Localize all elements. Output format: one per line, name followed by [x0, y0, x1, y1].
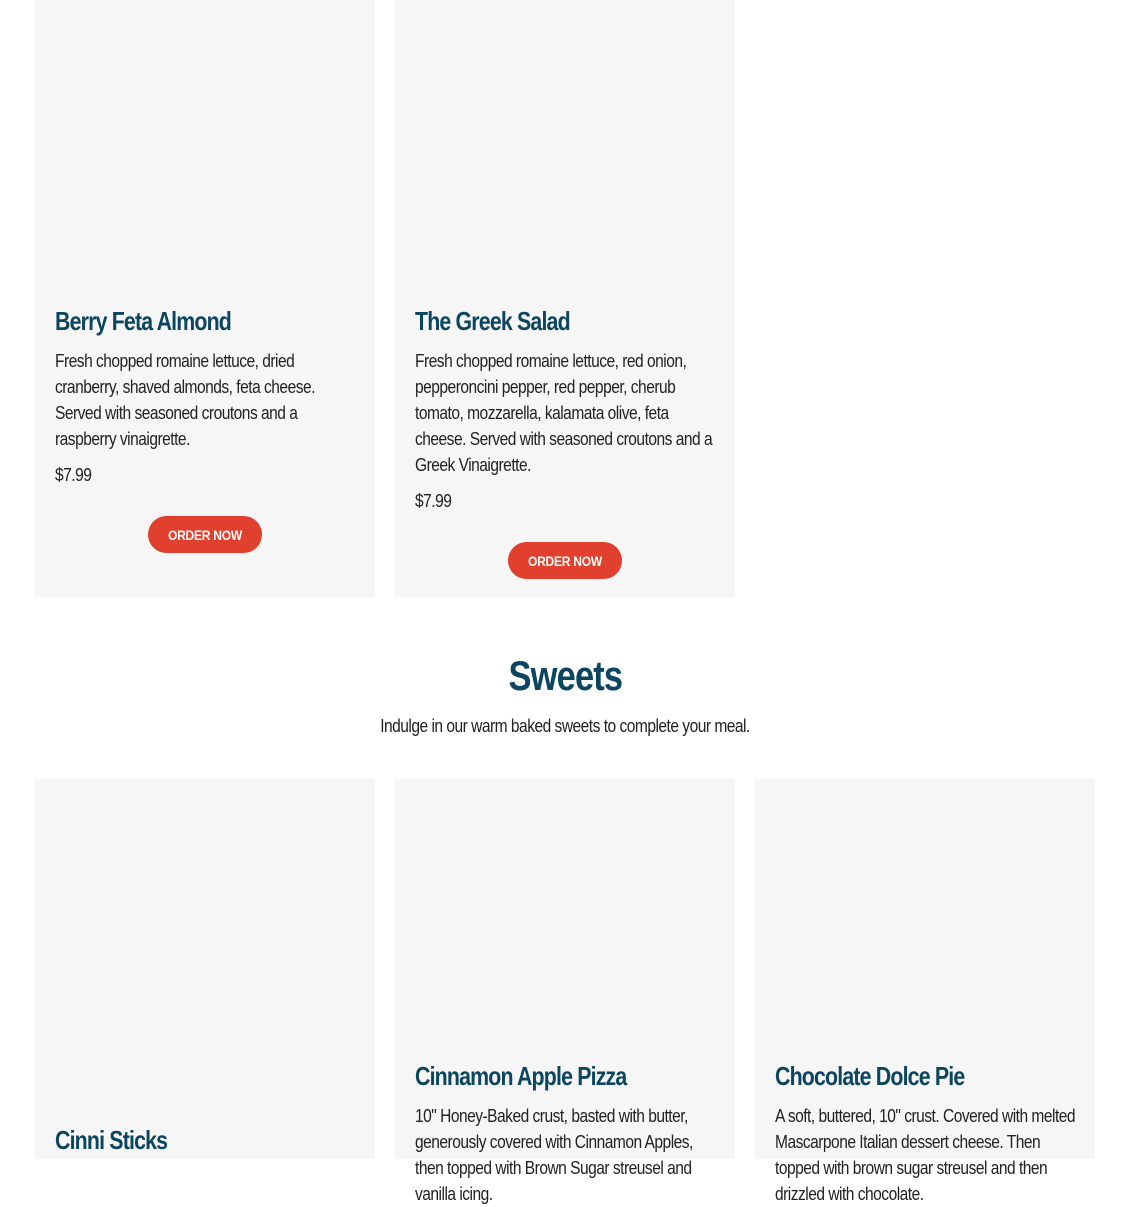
- menu-item-description: 10" Honey-Baked crust, basted with butter, generously covered with Cinnamon Apples, then topped with Brown Sugar streusel and vanilla icing.: [415, 1105, 693, 1204]
- section-subtitle: Indulge in our warm baked sweets to complete your meal.: [380, 715, 750, 736]
- order-now-button[interactable]: [148, 516, 262, 553]
- menu-item-image: [35, 779, 375, 1119]
- menu-card-greek-salad: [395, 0, 735, 597]
- menu-item-image: [395, 0, 735, 290]
- menu-item-description: A soft, buttered, 10" crust. Covered with melted Mascarpone Italian dessert cheese. Then topped with brown sugar streusel and then drizzled with chocolate.: [775, 1105, 1076, 1204]
- menu-item-title: Cinnamon Apple Pizza: [415, 1061, 627, 1091]
- menu-item-title: Berry Feta Almond: [55, 306, 232, 336]
- menu-item-title: Chocolate Dolce Pie: [775, 1061, 965, 1091]
- menu-item-title: The Greek Salad: [415, 306, 570, 336]
- menu-card-cinni-sticks: [35, 779, 375, 1159]
- menu-item-image: [755, 779, 1095, 1054]
- order-now-button[interactable]: [508, 542, 622, 579]
- order-now-label: ORDER NOW: [168, 526, 242, 543]
- menu-card-berry-feta-almond: [35, 0, 375, 597]
- menu-item-price: $7.99: [415, 490, 452, 511]
- menu-item-title: Cinni Sticks: [55, 1125, 168, 1155]
- menu-item-description: Fresh chopped romaine lettuce, dried cranberry, shaved almonds, feta cheese. Served with seasoned croutons and a raspberry vinaigrette.: [55, 350, 315, 449]
- menu-item-image: [395, 779, 735, 1054]
- menu-card-chocolate-dolce-pie: [755, 779, 1095, 1204]
- menu-item-description: Fresh chopped romaine lettuce, red onion, pepperoncini pepper, red pepper, cherub tomato, mozzarella, kalamata olive, feta cheese. Served with seasoned croutons and a Greek Vinaigrette.: [415, 350, 713, 475]
- menu-item-price: $7.99: [55, 464, 92, 485]
- section-title-sweets: Sweets: [508, 652, 622, 699]
- menu-card-cinnamon-apple-pizza: [395, 779, 735, 1204]
- menu-item-image: [35, 0, 375, 290]
- order-now-label: ORDER NOW: [528, 552, 602, 569]
